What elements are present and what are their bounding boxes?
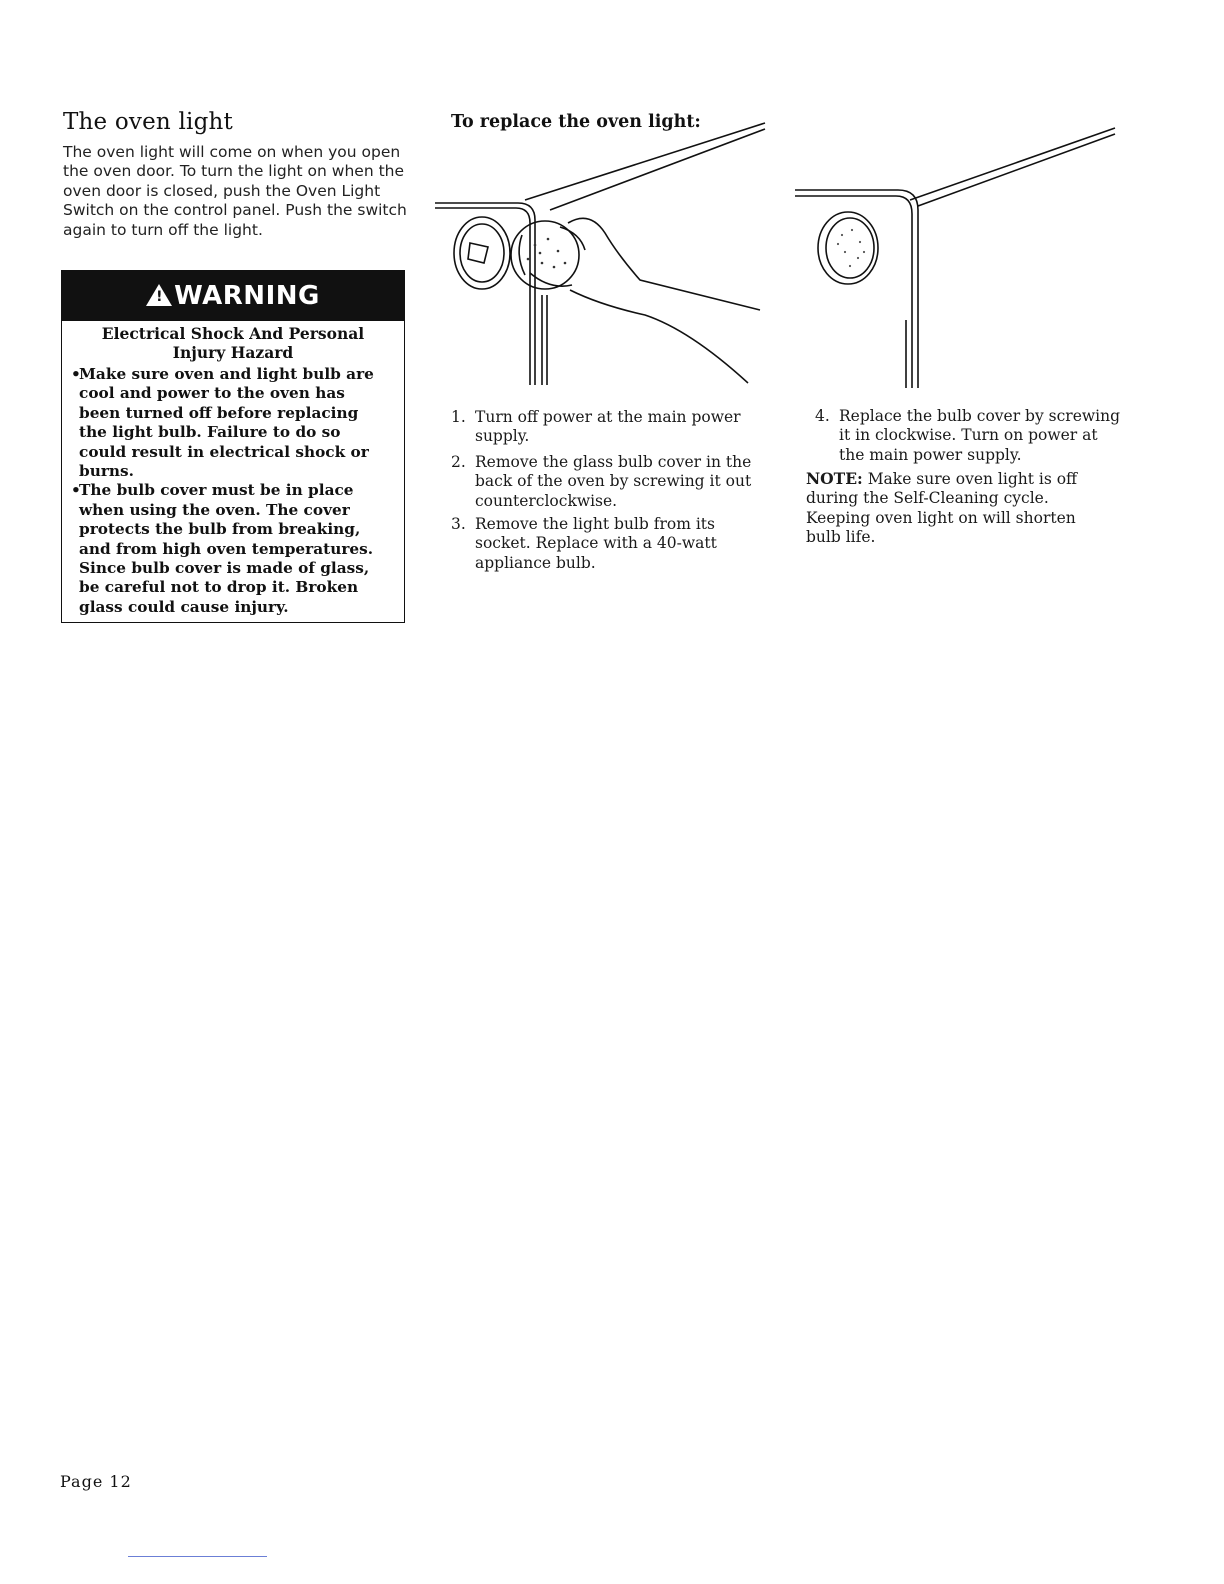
step-item <box>815 407 1120 465</box>
section-title: The oven light <box>63 109 233 135</box>
page-number: Page 12 <box>60 1472 132 1491</box>
intro-paragraph: The oven light will come on when you open the oven door. To turn the light on when the oven door is closed, push the Oven Light Switch on the control panel. Push the switch again to turn off the light. <box>63 143 407 239</box>
warning-heading <box>62 324 404 362</box>
bulb-cover-installed-illustration <box>790 120 1120 390</box>
warning-item-text: Make sure oven and light bulb are cool and power to the oven has been turned off before replacing the light bulb. Failure to do so could result in electrical shock or burns. <box>79 365 374 481</box>
warning-heading-line: Injury Hazard <box>172 343 294 362</box>
step-number: 2. <box>451 453 466 471</box>
note <box>806 469 1106 548</box>
step-number: 4. <box>815 407 830 425</box>
warning-item-text: The bulb cover must be in place when using the oven. The cover protects the bulb from breaking, and from high oven temperatures. Since bulb cover is made of glass, be careful not to drop it. Broken glass could cause injury. <box>79 481 374 616</box>
procedure-title: To replace the oven light: <box>451 112 701 132</box>
remove-bulb-cover-illustration <box>430 115 790 390</box>
step-item <box>451 408 771 447</box>
warning-banner-label: WARNING <box>174 281 320 311</box>
bullet-icon: • <box>71 481 81 500</box>
note-text: Make sure oven light is off during the Self-Cleaning cycle. Keeping oven light on will shorten bulb life. <box>806 470 1078 547</box>
warning-item <box>71 481 390 617</box>
step-text: Remove the light bulb from its socket. Replace with a 40-watt appliance bulb. <box>475 515 717 572</box>
step-text: Replace the bulb cover by screwing it in clockwise. Turn on power at the main power supply. <box>839 407 1120 464</box>
step-text: Remove the glass bulb cover in the back of the oven by screwing it out counterclockwise. <box>475 453 752 510</box>
step-item <box>451 453 771 511</box>
warning-triangle-icon: ! <box>146 284 172 306</box>
step-item <box>451 515 741 573</box>
warning-item <box>71 365 390 481</box>
warning-banner <box>62 271 404 321</box>
note-label: NOTE: <box>806 469 863 488</box>
step-number: 1. <box>451 408 466 426</box>
step-number: 3. <box>451 515 466 533</box>
warning-box <box>61 270 405 623</box>
bullet-icon: • <box>71 365 81 383</box>
warning-heading-line: Electrical Shock And Personal <box>101 324 365 343</box>
warning-list <box>62 365 404 617</box>
footer-divider <box>128 1556 267 1557</box>
step-text: Turn off power at the main power supply. <box>475 408 741 446</box>
